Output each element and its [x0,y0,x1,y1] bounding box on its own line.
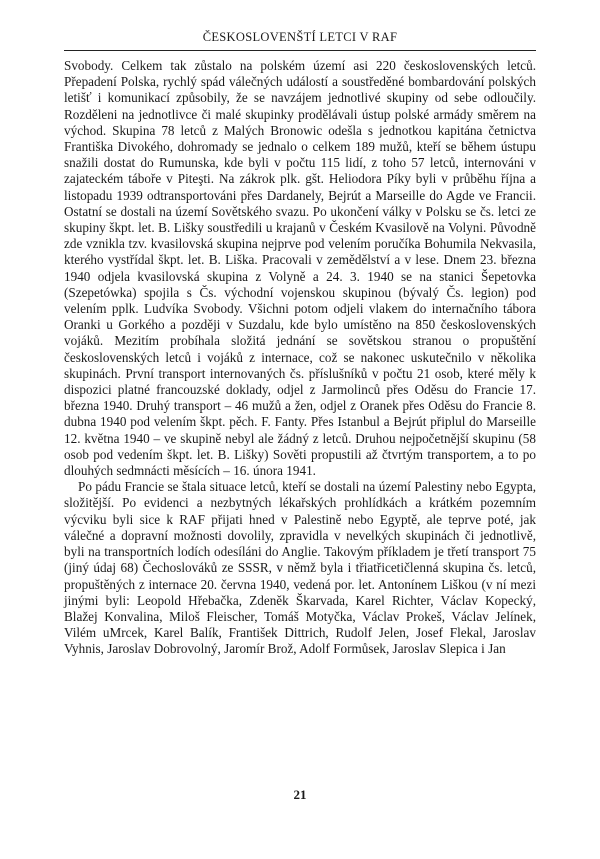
paragraph: Svobody. Celkem tak zůstalo na polském území asi 220 československých letců. Přepadení Polska, rychlý spád válečných událostí a soustředěné bombardování polských letišť i komunikací způsobily, že se navzájem jednotlivé skupiny od sebe odloučily. Rozděleni na jednotlivce či malé skupinky prodělávali ústup polské armády směrem na východ. Skupina 78 letců z Malých Bronowic odešla s jednotkou kapitána četnictva Františka Divokého, dohromady se jednalo o celkem 189 mužů, kteří se během ústupu snažili dostat do Rumunska, kde byli v počtu 115 lidí, z toho 57 letců, internováni v zajateckém táboře v Piteşti. Na zákrok plk. gšt. Heliodora Píky byli v průběhu října a listopadu 1939 odtransportováni přes Dardanely, Bejrút a Marseille do Agde ve Francii. Ostatní se dostali na území Sovětského svazu. Po ukončení války v Polsku se čs. letci ze skupiny škpt. let. B. Lišky soustředili u krajanů v Českém Kvasilově na Volyni. Původně zde vznikla tzv. kvasilovská skupina nejprve pod velením poručíka Bohumila Nekvasila, kterého vystřídal škpt. let. B. Liška. Pracovali v zemědělství a v lese. Dnem 23. března 1940 odjela kvasilovská skupina z Volyně a 24. 3. 1940 se na stanici Šepetovka (Szepetówka) spojila s Čs. východní vojenskou skupinou (bývalý Čs. legion) pod velením pplk. Ludvíka Svobody. Všichni potom odjeli vlakem do internačního tábora Oranki u Gorkého a později v Suzdalu, kde bylo umístěno na 850 československých vojáků. Mezitím probíhala složitá jednání se sovětskou stranou o propuštění československých letců i vojáků z internace, což se nakonec uskutečnilo v několika skupinách. První transport internovaných čs. příslušníků v počtu 21 osob, které měly k dispozici platné francouzské doklady, odjel z Jarmolinců přes Oděsu do Francie 17. března 1940. Druhý transport – 46 mužů a žen, odjel z Oranek přes Oděsu do Francie 8. dubna 1940 pod velením škpt. pěch. F. Fanty. Přes Istanbul a Bejrút připlul do Marseille 12. května 1940 – ve skupině nebyl ale žádný z letců. Druhou nejpočetnější skupinu (58 osob pod vedením škpt. let. B. Lišky) Sověti propustili až čtvrtým transportem, a to po dlouhých sedmnácti měsících – 16. února 1941. [64,58,536,479]
page-number: 21 [293,787,307,802]
paragraph: Po pádu Francie se štala situace letců, kteří se dostali na území Palestiny nebo Egypta, složitější. Po evidenci a nezbytných lékařských prohlídkách a krátkém pozemním výcviku byli sice k RAF přijati hned v Palestině nebo Egyptě, ale teprve poté, jak válečné a dopravní možnosti dovolily, zpravidla v nevelkých skupinách či jednotlivě, byli na transportních lodích odesíláni do Anglie. Takovým příkladem je třetí transport 75 (jiný údaj 68) Čechoslováků ze SSSR, v němž byla i třiatřicetičlenná skupina čs. letců, propuštěných z internace 20. června 1940, vedená por. let. Antonínem Liškou (v ní mezi jinými byli: Leopold Hřebačka, Zdeněk Škarvada, Karel Richter, Václav Kopecký, Blažej Konvalina, Miloš Fleischer, Tomáš Motyčka, Václav Prokeš, Václav Jelínek, Vilém uMrcek, Karel Balík, František Dittrich, Rudolf Jelen, Josef Flekal, Jaroslav Vyhnis, Jaroslav Dobrovolný, Jaromír Brož, Adolf Formůsek, Jaroslav Slepica i Jan [64,479,536,657]
body-text [64,58,536,658]
running-head: ČESKOSLOVENŠTÍ LETCI V RAF [202,30,398,44]
header-rule [64,50,536,51]
